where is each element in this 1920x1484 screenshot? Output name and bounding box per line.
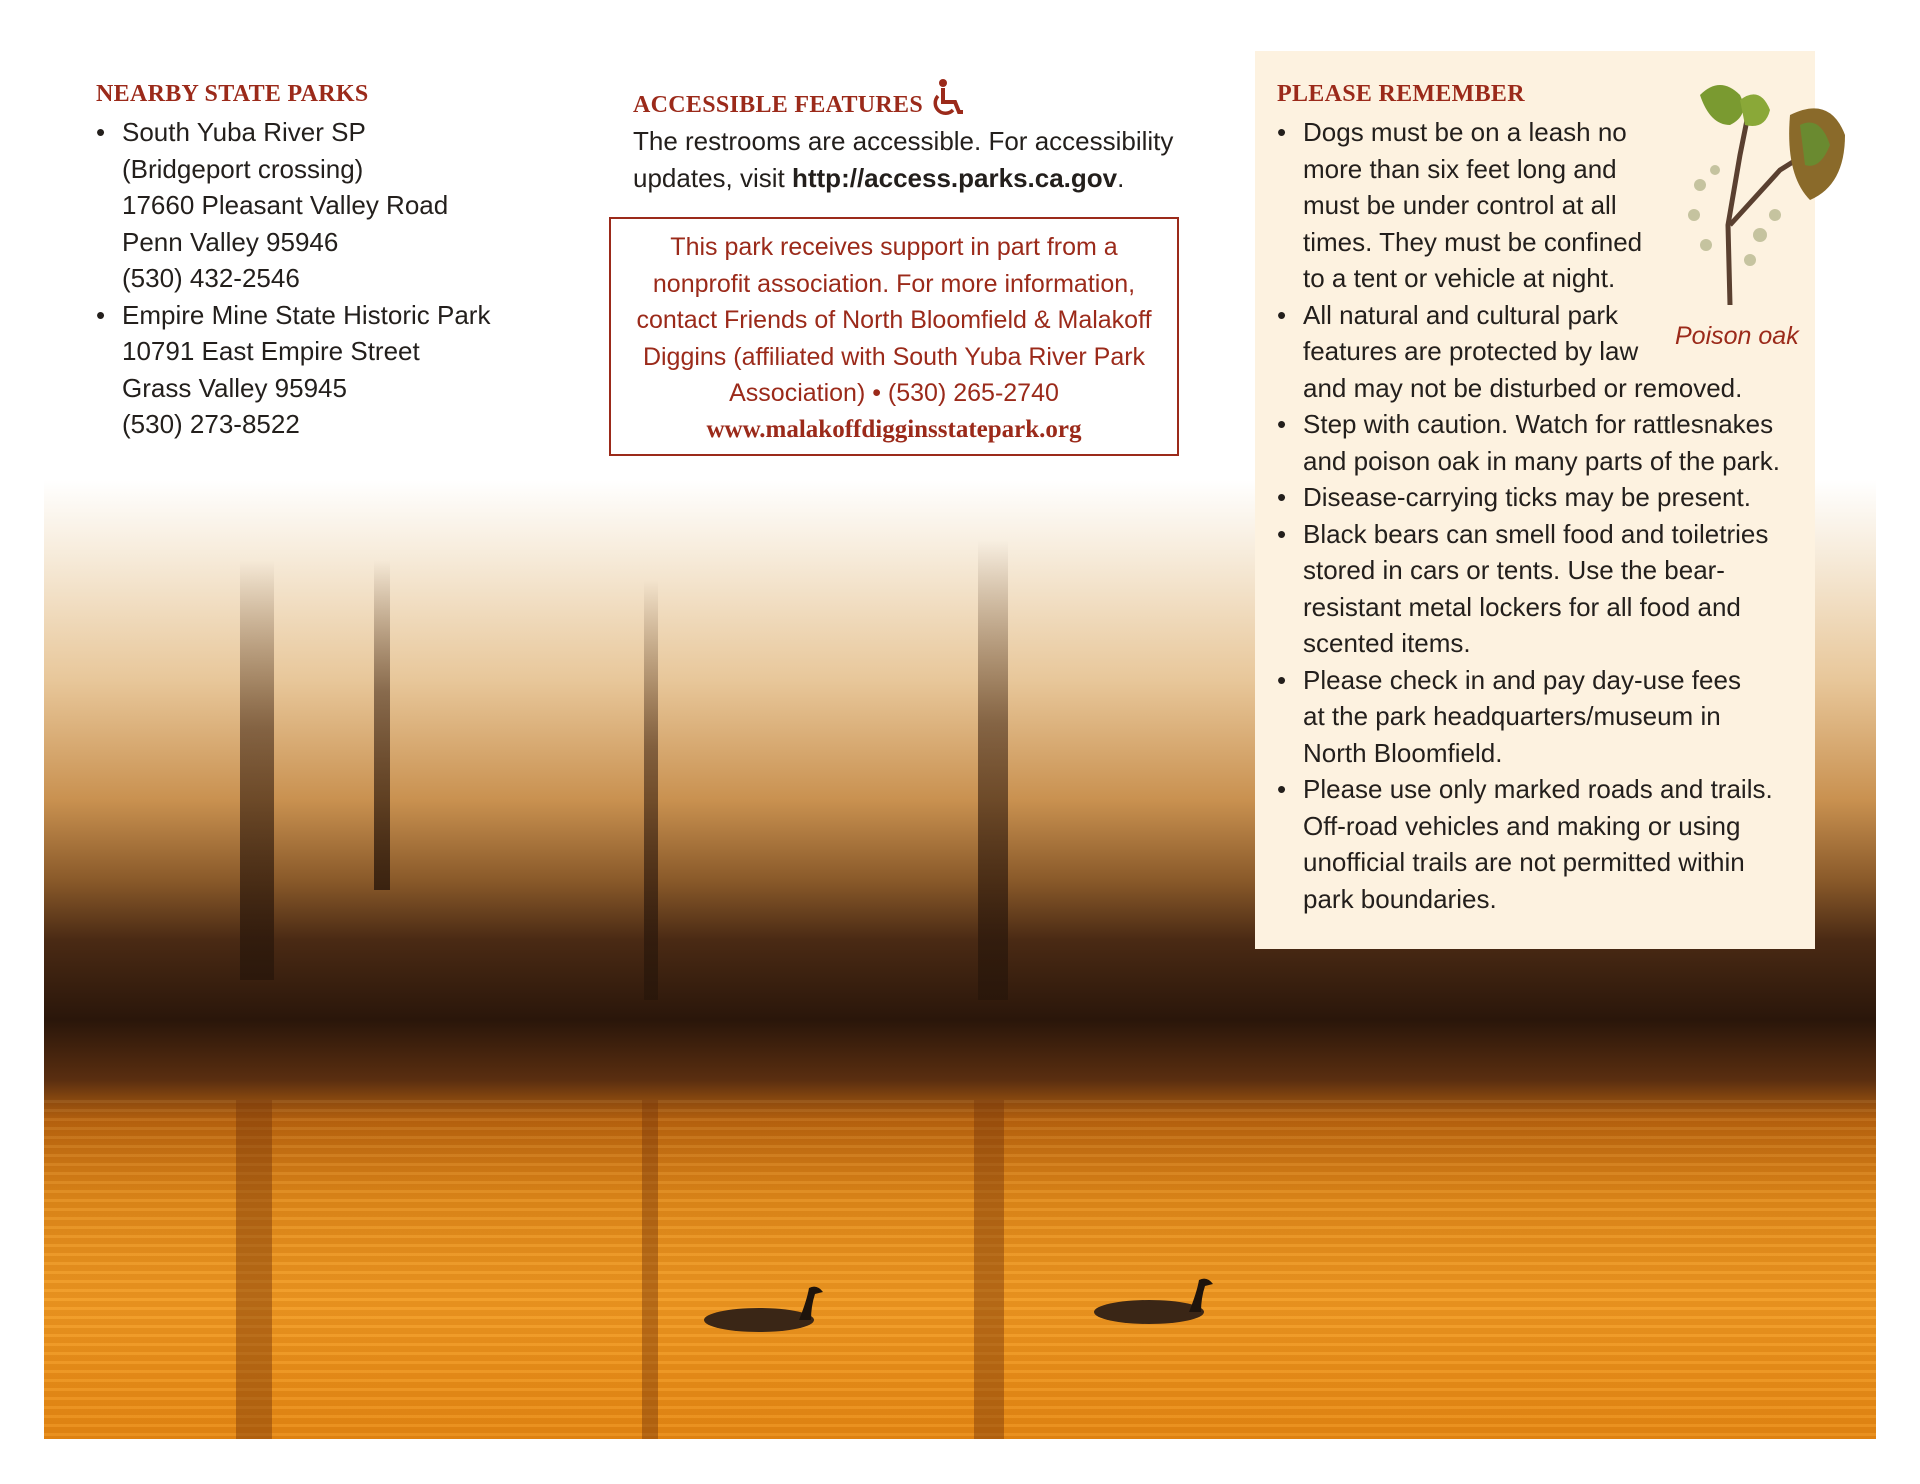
park-name: • Empire Mine State Historic Park: [122, 299, 491, 330]
poison-oak-caption: Poison oak: [1675, 322, 1799, 350]
park-item: [96, 114, 536, 297]
tree-reflection: [974, 1100, 1004, 1439]
wheelchair-icon: [929, 78, 963, 118]
tree-reflection: [642, 1100, 658, 1439]
tree-trunk: [240, 560, 274, 980]
nearby-parks-section: [96, 78, 536, 443]
rule-item: • Black bears can smell food and toiletries stored in cars or tents. Use the bear-resistant metal lockers for all food and scented items.: [1277, 516, 1797, 662]
rule-item: • Please check in and pay day-use fees at the park headquarters/museum in North Bloomfield.: [1277, 662, 1753, 772]
goose: [1089, 1272, 1239, 1332]
park-phone: (530) 432-2546: [122, 263, 300, 293]
accessible-heading-text: ACCESSIBLE FEATURES: [633, 92, 924, 118]
accessible-text-end: .: [1117, 162, 1125, 193]
park-city: Grass Valley 95945: [122, 372, 347, 403]
accessible-section: [633, 78, 1193, 196]
water-ripples: [44, 1100, 1876, 1439]
support-website-link[interactable]: www.malakoffdigginsstatepark.org: [706, 415, 1082, 443]
park-address: 10791 East Empire Street: [122, 336, 420, 366]
support-text: This park receives support in part from a nonprofit association. For more information, contact Friends of North Bloomfield & Malakoff Diggins (affiliated with South Yuba River Park Association) • (530) 265-2740: [636, 233, 1152, 407]
park-name: • South Yuba River SP: [122, 117, 366, 147]
accessible-text: [633, 123, 1193, 196]
park-phone: (530) 273-8522: [122, 409, 300, 439]
poison-oak-illustration: [1670, 75, 1850, 315]
park-item: [96, 297, 536, 443]
rule-item: • Disease-carrying ticks may be present.: [1277, 479, 1797, 516]
park-address: 17660 Pleasant Valley Road: [122, 190, 449, 220]
rule-item: • Please use only marked roads and trails. Off-road vehicles and making or using unofficial trails are not permitted within park boundaries.: [1277, 771, 1797, 917]
park-note: (Bridgeport crossing): [122, 153, 364, 184]
tree-reflection: [236, 1100, 272, 1439]
rule-item: • Dogs must be on a leash no more than six feet long and must be under control at all times. They must be confined to a tent or vehicle at night.: [1277, 114, 1663, 297]
please-remember-heading: PLEASE REMEMBER: [1277, 81, 1525, 107]
park-city: Penn Valley 95946: [122, 226, 339, 257]
goose: [699, 1280, 849, 1340]
tree-trunk: [374, 560, 390, 890]
tree-trunk: [978, 540, 1008, 1000]
nearby-parks-heading: NEARBY STATE PARKS: [96, 81, 369, 107]
rule-text: • All natural and cultural park features are protected by law and may not be disturbed or removed.: [1303, 297, 1797, 407]
rule-item: • Step with caution. Watch for rattlesnakes and poison oak in many parts of the park.: [1277, 406, 1797, 479]
nonprofit-support-box: [609, 217, 1179, 456]
accessibility-link[interactable]: http://access.parks.ca.gov: [791, 162, 1118, 193]
accessible-text-body: The restrooms are accessible. For accessibility updates, visit: [633, 126, 1174, 193]
accessible-heading: [633, 78, 1193, 121]
tree-trunk: [644, 580, 658, 1000]
